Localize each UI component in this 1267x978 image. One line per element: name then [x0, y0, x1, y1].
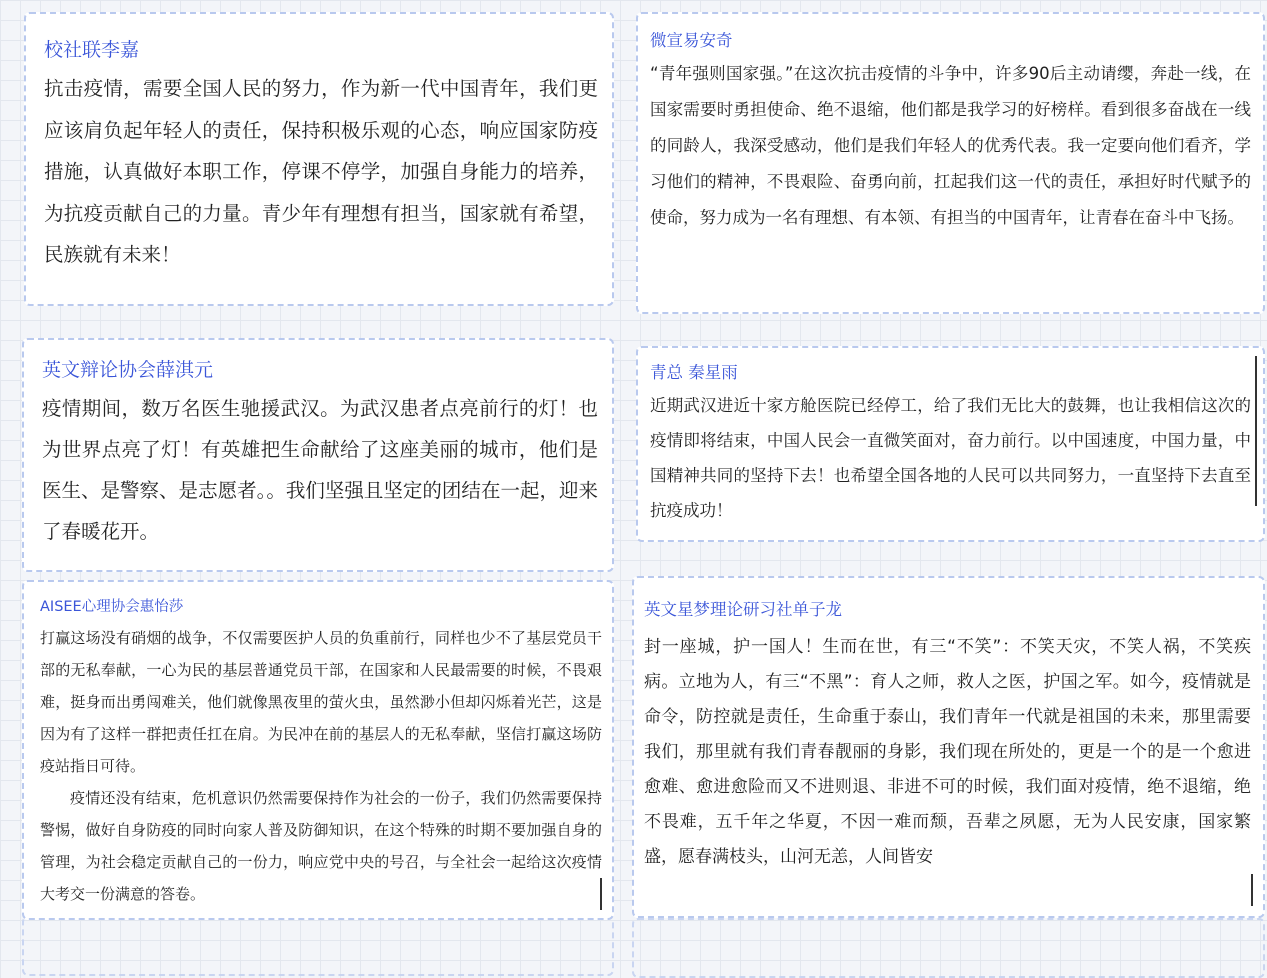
- card-paragraph: “青年强则国家强。”在这次抗击疫情的斗争中，许多90后主动请缨，奔赴一线，在国家需要时勇担使命、绝不退缩，他们都是我学习的好榜样。看到很多奋战在一线的同龄人，我深受感动，他们是我们年轻人的优秀代表。我一定要向他们看齐，学习他们的精神，不畏艰险、奋勇向前，扛起我们这一代的责任，承担好时代赋予的使命，努力成为一名有理想、有本领、有担当的中国青年，让青春在奋斗中飞扬。: [650, 64, 1251, 227]
- card-text: [40, 622, 602, 910]
- comment-card[interactable]: [22, 338, 614, 572]
- card-paragraph: 近期武汉进近十家方舱医院已经停工，给了我们无比大的鼓舞，也让我相信这次的疫情即将结束，中国人民会一直微笑面对，奋力前行。以中国速度，中国力量，中国精神共同的坚持下去！也希望全国各地的人民可以共同努力，一直坚持下去直至抗疫成功！: [650, 396, 1251, 520]
- text-cursor: [600, 878, 602, 910]
- comment-card[interactable]: [632, 576, 1265, 918]
- comment-card[interactable]: [24, 12, 614, 306]
- comment-card[interactable]: [636, 12, 1265, 314]
- card-paragraph: 疫情期间，数万名医生驰援武汉。为武汉患者点亮前行的灯！也为世界点亮了灯！有英雄把生命献给了这座美丽的城市，他们是医生、是警察、是志愿者。。我们坚强且坚定的团结在一起，迎来了春暖花开。: [42, 397, 598, 543]
- background-card-outline: [22, 916, 614, 976]
- card-text: [42, 388, 598, 552]
- card-author: 青总 秦星雨: [650, 363, 738, 382]
- card-author: 微宣易安奇: [650, 31, 733, 50]
- background-card-outline: [632, 918, 1265, 978]
- card-author: AISEE心理协会惠怡莎: [40, 599, 184, 615]
- text-cursor: [1255, 356, 1257, 506]
- text-cursor: [1251, 874, 1253, 906]
- card-author: 英文辩论协会薛淇元: [42, 359, 214, 381]
- card-text: [644, 630, 1251, 875]
- comment-card[interactable]: [22, 580, 614, 920]
- card-paragraph: 封一座城，护一国人！生而在世，有三“不笑”：不笑天灾，不笑人祸，不笑疾病。立地为人，有三“不黑”：育人之师，救人之医，护国之军。如今，疫情就是命令，防控就是责任，生命重于泰山，我们青年一代就是祖国的未来，那里需要我们，那里就有我们青春靓丽的身影，我们现在所处的，更是一个的是一个愈进愈难、愈进愈险而又不进则退、非进不可的时候，我们面对疫情，绝不退缩，绝不畏难，五千年之华夏，不因一难而颓，吾辈之夙愿，无为人民安康，国家繁盛，愿春满枝头，山河无恙，人间皆安: [644, 637, 1251, 867]
- card-author: 校社联李嘉: [44, 39, 140, 61]
- card-paragraph: 打赢这场没有硝烟的战争，不仅需要医护人员的负重前行，同样也少不了基层党员干部的无私奉献，一心为民的基层普通党员干部，在国家和人民最需要的时候，不畏艰难，挺身而出勇闯难关，他们就像黑夜里的萤火虫，虽然渺小但却闪烁着光芒，这是因为有了这样一群把责任扛在肩。为民冲在前的基层人的无私奉献，坚信打赢这场防疫站指日可待。: [40, 629, 602, 775]
- card-text: [44, 68, 598, 276]
- card-paragraph: 疫情还没有结束，危机意识仍然需要保持作为社会的一份子，我们仍然需要保持警惕，做好自身防疫的同时向家人普及防御知识，在这个特殊的时期不要加强自身的管理，为社会稳定贡献自己的一份力，响应党中央的号召，与全社会一起给这次疫情大考交一份满意的答卷。: [40, 789, 602, 903]
- card-text: [650, 56, 1251, 236]
- comment-card[interactable]: [636, 346, 1265, 542]
- card-author: 英文星梦理论研习社单子龙: [644, 600, 842, 619]
- card-paragraph: 抗击疫情，需要全国人民的努力，作为新一代中国青年，我们更应该肩负起年轻人的责任，保持积极乐观的心态，响应国家防疫措施，认真做好本职工作，停课不停学，加强自身能力的培养，为抗疫贡献自己的力量。青少年有理想有担当，国家就有希望，民族就有未来！: [44, 77, 598, 266]
- card-text: [650, 388, 1251, 528]
